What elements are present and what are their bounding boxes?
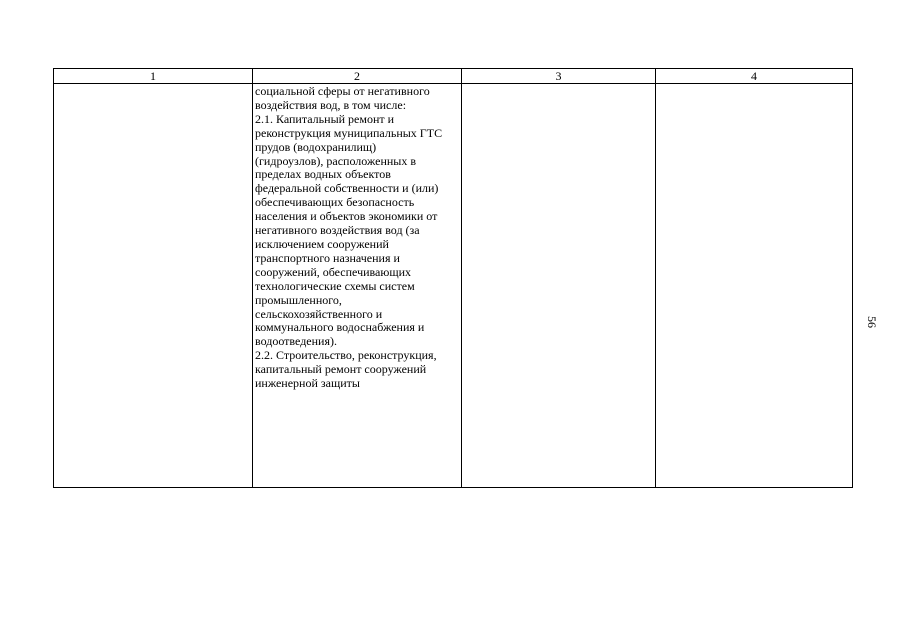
cell-col-4-text xyxy=(656,84,852,85)
cell-col-2-text: социальной сферы от негативного воздействия вод, в том числе: 2.1. Капитальный ремонт и реконструкция муниципальных ГТС прудов (водохранилищ) (гидроузлов), расположенных в пределах водных объектов федеральной собственности и (или) обеспечивающих безопасность населения и объектов экономики от негативного воздействия вод (за исключением сооружений транспортного назначения и сооружений, обеспечивающих технологические схемы систем промышленного, сельскохозяйственного и коммунального водоснабжения и водоотведения). 2.2. Строительство, реконструкция, капитальный ремонт сооружений инженерной защиты xyxy=(255,84,443,391)
page-number: 56 xyxy=(865,316,879,328)
cell-col-1 xyxy=(54,84,253,488)
cell-col-3-text xyxy=(462,84,655,85)
cell-col-2 xyxy=(253,84,462,488)
cell-col-3 xyxy=(462,84,656,488)
table-row xyxy=(54,84,853,488)
header-col-2: 2 xyxy=(253,69,462,84)
document-table xyxy=(53,68,853,488)
header-col-3: 3 xyxy=(462,69,656,84)
table-header-row xyxy=(54,69,853,84)
header-col-1: 1 xyxy=(54,69,253,84)
cell-col-4 xyxy=(656,84,853,488)
cell-col-1-text xyxy=(54,84,252,85)
header-col-4: 4 xyxy=(656,69,853,84)
